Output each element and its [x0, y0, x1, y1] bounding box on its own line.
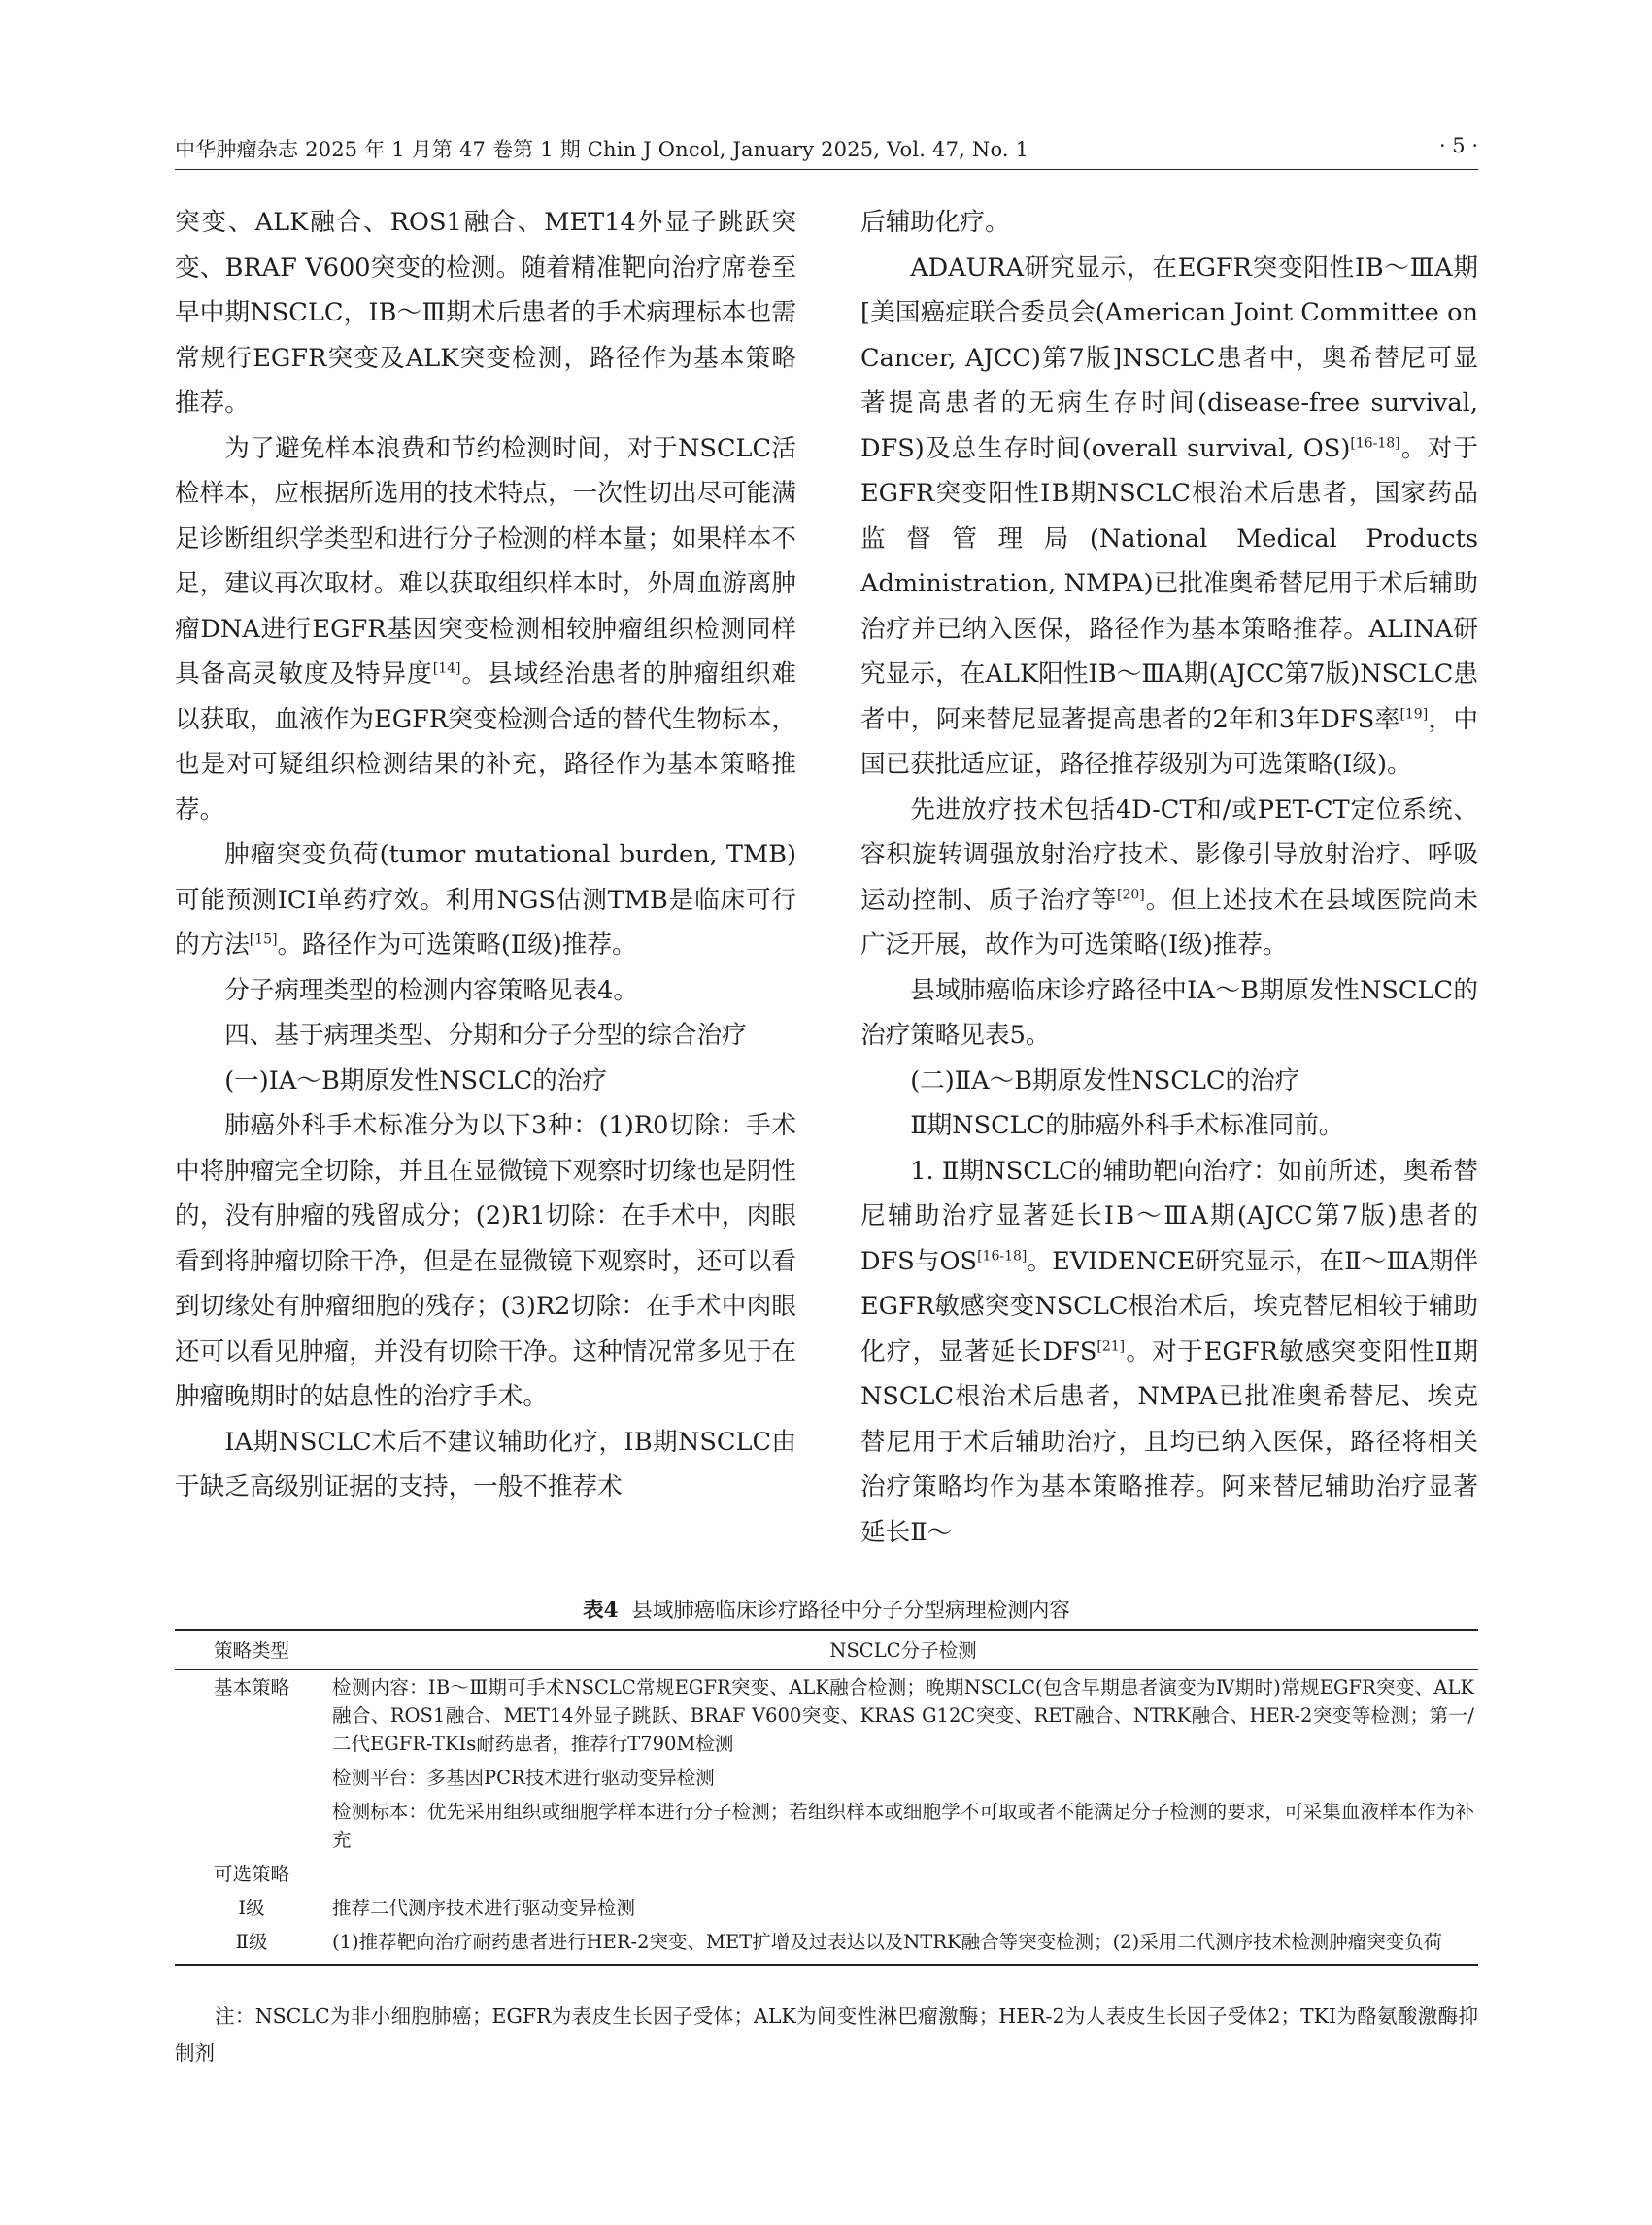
paragraph: ADAURA研究显示，在EGFR突变阳性ⅠB～ⅢA期[美国癌症联合委员会(American Joint Committee on Cancer, AJCC)第7版]NSCLC患者中，奥希替尼可显著提高患者的无病生存时间(disease-free survival, DFS)及总生存时间(overall survival, OS)[16-18]。对于EGFR突变阳性ⅠB期NSCLC根治术后患者，国家药品监督管理局(National Medical Products Administration, NMPA)已批准奥希替尼用于术后辅助治疗并已纳入医保，路径作为基本策略推荐。ALINA研究显示，在ALK阳性ⅠB～ⅢA期(AJCC第7版)NSCLC患者中，阿来替尼显著提高患者的2年和3年DFS率[19]，中国已获批适应证，路径推荐级别为可选策略(Ⅰ级)。	[860, 253, 1478, 779]
section-heading: 四、基于病理类型、分期和分子分型的综合治疗	[224, 1021, 747, 1050]
right-column	[860, 200, 1478, 1555]
subsection-heading: (一)ⅠA～B期原发性NSCLC的治疗	[224, 1065, 607, 1096]
paragraph: 后辅助化疗。	[860, 208, 1010, 237]
citation-ref: [16-18]	[1350, 434, 1400, 451]
row-content: 检测内容：ⅠB～Ⅲ期可手术NSCLC常规EGFR突变、ALK融合检测；晚期NSCLC(包含早期患者演变为Ⅳ期时)常规EGFR突变、ALK融合、ROS1融合、MET14外显子跳跃、BRAF V600突变、KRAS G12C突变、RET融合、NTRK融合、HER-2突变等检测；第一/二代EGFR-TKIs耐药患者，推荐行T790M检测	[332, 1676, 1474, 1755]
row-label: Ⅱ级	[175, 1925, 328, 1965]
row-label	[175, 1795, 328, 1857]
paragraph: 突变、ALK融合、ROS1融合、MET14外显子跳跃突变、BRAF V600突变的检测。随着精准靶向治疗席卷至早中期NSCLC，ⅠB～Ⅲ期术后患者的手术病理标本也需常规行EGFR突变及ALK突变检测，路径作为基本策略推荐。	[175, 208, 796, 418]
paragraph: 肿瘤突变负荷(tumor mutational burden, TMB)可能预测ICI单药疗效。利用NGS估测TMB是临床可行的方法[15]。路径作为可选策略(Ⅱ级)推荐。	[175, 840, 796, 960]
detection-table	[175, 1629, 1478, 1966]
table-row	[175, 1891, 1478, 1925]
paragraph: 肺癌外科手术标准分为以下3种：(1)R0切除：手术中将肿瘤完全切除，并且在显微镜下观察时切缘也是阴性的，没有肿瘤的残留成分；(2)R1切除：在手术中，肉眼看到将肿瘤切除干净，但是在显微镜下观察时，还可以看到切缘处有肿瘤细胞的残存；(3)R2切除：在手术中肉眼还可以看见肿瘤，并没有切除干净。这种情况常多见于在肿瘤晚期时的姑息性的治疗手术。	[175, 1111, 796, 1411]
table-title: 县域肺癌临床诊疗路径中分子分型病理检测内容	[631, 1599, 1070, 1623]
paragraph: 1. Ⅱ期NSCLC的辅助靶向治疗：如前所述，奥希替尼辅助治疗显著延长ⅠB～ⅢA期(AJCC第7版)患者的DFS与OS[16-18]。EVIDENCE研究显示，在Ⅱ～ⅢA期伴EGFR敏感突变NSCLC根治术后，埃克替尼相较于辅助化疗，显著延长DFS[21]。对于EGFR敏感突变阳性Ⅱ期NSCLC根治术后患者，NMPA已批准奥希替尼、埃克替尼用于术后辅助治疗，且均已纳入医保，路径将相关治疗策略均作为基本策略推荐。阿来替尼辅助治疗显著延长Ⅱ～	[860, 1156, 1479, 1547]
citation-ref: [21]	[1096, 1337, 1126, 1354]
table-label: 表4	[583, 1599, 619, 1623]
citation-ref: [14]	[432, 660, 461, 677]
table-row	[175, 1670, 1478, 1762]
citation-ref: [20]	[1117, 886, 1145, 902]
row-label: Ⅰ级	[238, 1897, 265, 1919]
row-content: 推荐二代测序技术进行驱动变异检测	[332, 1897, 636, 1919]
paragraph: 县域肺癌临床诊疗路径中ⅠA～B期原发性NSCLC的治疗策略见表5。	[860, 975, 1478, 1050]
citation-ref: [15]	[249, 931, 278, 948]
table-footnote: 注：NSCLC为非小细胞肺癌；EGFR为表皮生长因子受体；ALK为间变性淋巴瘤激酶；HER-2为人表皮生长因子受体2；TKI为酪氨酸激酶抑制剂	[175, 2005, 1478, 2065]
paragraph: 分子病理类型的检测内容策略见表4。	[224, 975, 638, 1005]
table-header-row	[175, 1630, 1478, 1670]
row-content: 检测平台：多基因PCR技术进行驱动变异检测	[332, 1767, 715, 1789]
table-row	[175, 1857, 1478, 1891]
left-column	[175, 200, 796, 1510]
header-strategy-type: 策略类型	[175, 1630, 328, 1670]
row-label: 可选策略	[213, 1863, 289, 1885]
table-row	[175, 1761, 1478, 1795]
paragraph: ⅠA期NSCLC术后不建议辅助化疗，ⅠB期NSCLC由于缺乏高级别证据的支持，一般不推荐术	[175, 1427, 796, 1501]
row-label: 基本策略	[213, 1676, 289, 1699]
table-caption	[175, 1594, 1478, 1624]
row-content: 检测标本：优先采用组织或细胞学样本进行分子检测；若组织样本或细胞学不可取或者不能满足分子检测的要求，可采集血液样本作为补充	[332, 1801, 1474, 1851]
paragraph: 为了避免样本浪费和节约检测时间，对于NSCLC活检样本，应根据所选用的技术特点，一次性切出尽可能满足诊断组织学类型和进行分子检测的样本量；如果样本不足，建议再次取材。难以获取组织样本时，外周血游离肿瘤DNA进行EGFR基因突变检测相较肿瘤组织检测同样具备高灵敏度及特异度[14]。县域经治患者的肿瘤组织难以获取，血液作为EGFR突变检测合适的替代生物标本，也是对可疑组织检测结果的补充，路径作为基本策略推荐。	[175, 433, 796, 825]
table-row	[175, 1795, 1478, 1857]
subsection-heading: (二)ⅡA～B期原发性NSCLC的治疗	[910, 1065, 1300, 1096]
running-header	[175, 134, 1478, 170]
paragraph: 先进放疗技术包括4D-CT和/或PET-CT定位系统、容积旋转调强放射治疗技术、影像引导放射治疗、呼吸运动控制、质子治疗等[20]。但上述技术在县域医院尚未广泛开展，故作为可选策略(Ⅰ级)推荐。	[860, 794, 1478, 960]
journal-citation: 中华肿瘤杂志 2025 年 1 月第 47 卷第 1 期 Chin J Oncol, January 2025, Vol. 47, No. 1	[175, 138, 1029, 161]
page-number: · 5 ·	[1438, 134, 1478, 157]
citation-ref: [19]	[1399, 705, 1429, 722]
row-content: (1)推荐靶向治疗耐药患者进行HER-2突变、MET扩增及过表达以及NTRK融合等突变检测；(2)采用二代测序技术检测肿瘤突变负荷	[328, 1925, 1478, 1965]
table-row	[175, 1925, 1478, 1965]
header-nsclc-detection: NSCLC分子检测	[328, 1630, 1478, 1670]
paragraph: Ⅱ期NSCLC的肺癌外科手术标准同前。	[910, 1111, 1344, 1140]
row-content	[328, 1857, 1478, 1891]
citation-ref: [16-18]	[977, 1247, 1028, 1264]
row-label	[175, 1761, 328, 1795]
